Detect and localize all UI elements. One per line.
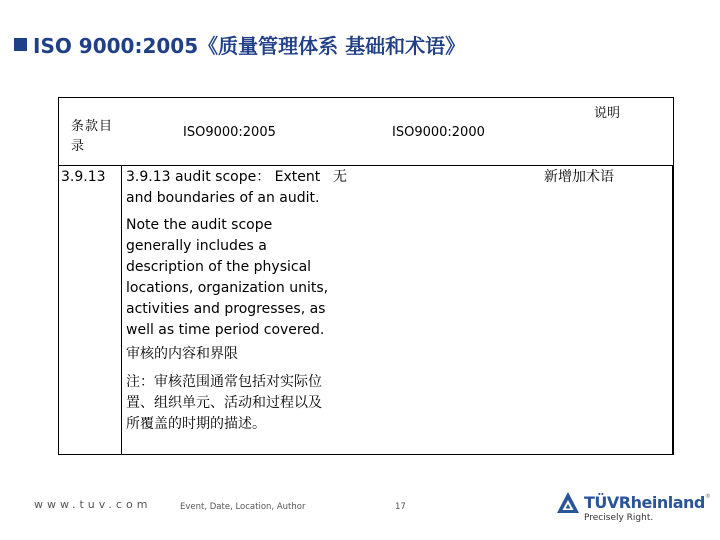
cn-definition: 审核的内容和界限 <box>126 346 238 362</box>
square-bullet-icon <box>14 38 27 51</box>
tuv-triangle-icon <box>556 491 580 515</box>
header-iso2000: ISO9000:2000 <box>392 125 485 140</box>
column-divider-2 <box>672 165 673 454</box>
logo-brand-text: TÜVRheinland <box>584 493 705 512</box>
header-clause: 条款目录 <box>71 119 114 154</box>
clause-number: 3.9.13 <box>61 169 106 185</box>
en-definition: 3.9.13 audit scope： Extent and boundaries of an audit. <box>126 169 321 206</box>
slide-title <box>14 30 465 59</box>
header-divider <box>59 165 673 166</box>
iso2000-value: 无 <box>333 169 347 185</box>
logo-tagline: Precisely Right. <box>584 513 654 523</box>
footer-info: Event, Date, Location, Author <box>180 502 306 512</box>
cn-note: 注：审核范围通常包括对实际位置、组织单元、活动和过程以及所覆盖的时期的描述。 <box>126 374 322 432</box>
slide-title-text: ISO 9000:2005《质量管理体系 基础和术语》 <box>33 34 466 58</box>
page-number: 17 <box>395 502 406 512</box>
logo-registered-mark: ® <box>704 493 711 500</box>
header-iso2005: ISO9000:2005 <box>183 125 276 140</box>
en-note: Note the audit scope generally includes a description of the physical locations, organization units, activities and progresses, as well as time period covered. <box>126 217 329 338</box>
remark-value: 新增加术语 <box>544 169 614 185</box>
footer-website: www.tuv.com <box>34 498 152 511</box>
column-divider-1 <box>121 165 122 454</box>
header-remark: 说明 <box>594 106 621 121</box>
tuv-logo <box>556 489 711 529</box>
logo-brand <box>584 493 710 512</box>
comparison-table <box>58 97 674 455</box>
